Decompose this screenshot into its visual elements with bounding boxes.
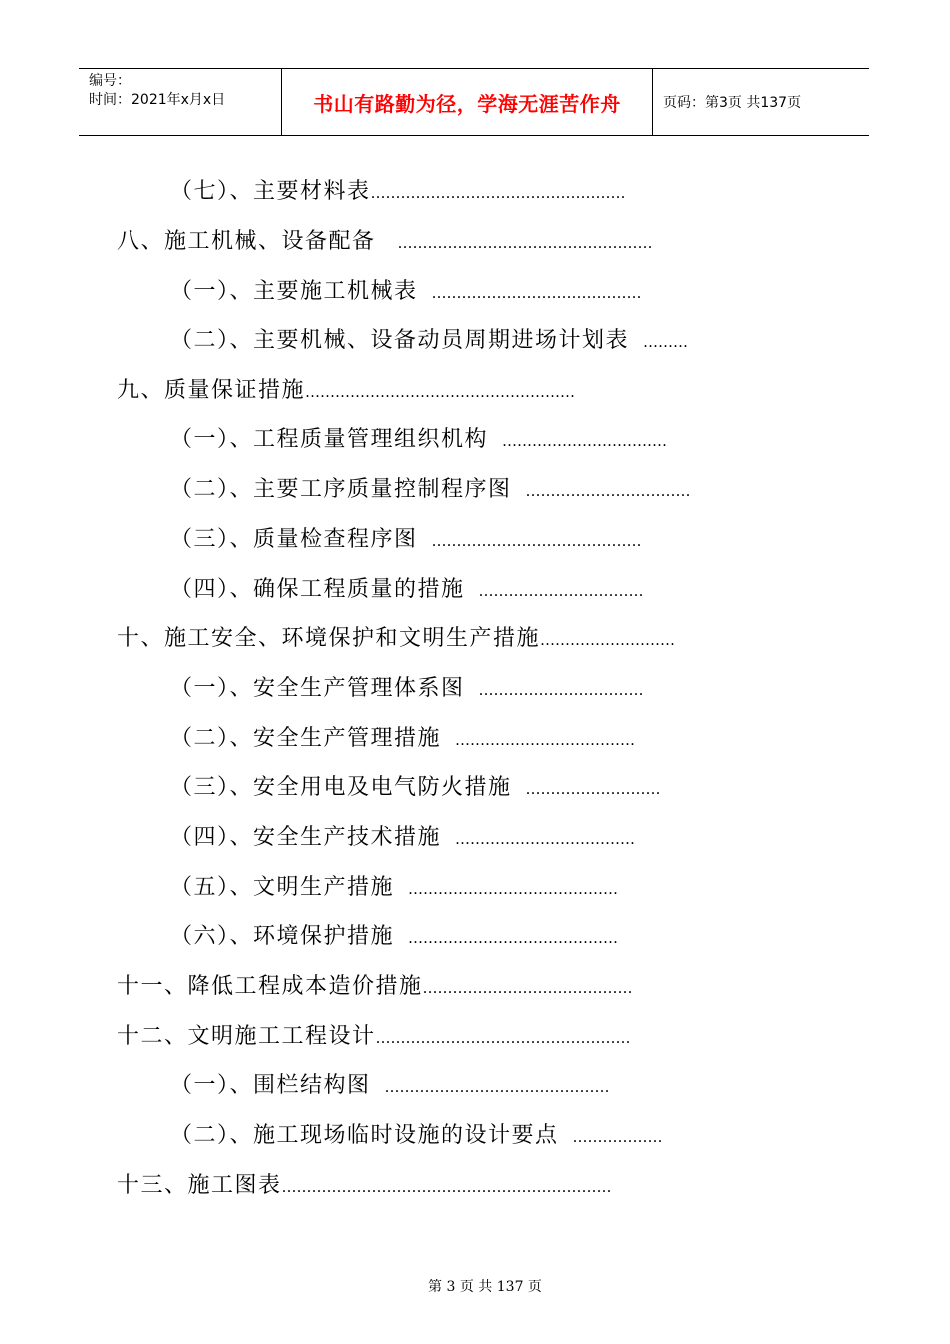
- toc-leader-dots: ……………………………: [502, 432, 668, 450]
- toc-leader-dots: ……………………………: [478, 582, 644, 600]
- toc-item[interactable]: [117, 624, 675, 654]
- toc-leader-dots: ……………………………: [478, 681, 644, 699]
- toc-item[interactable]: [170, 177, 626, 207]
- toc-item[interactable]: [170, 475, 691, 505]
- toc-leader-dots: ………: [643, 333, 689, 351]
- toc-item-label: （六）、环境保护措施: [170, 924, 395, 949]
- document-number-label: 编号：: [89, 73, 131, 89]
- toc-leader-dots: ……………………………………………: [397, 234, 653, 252]
- toc-item[interactable]: [170, 1121, 663, 1151]
- toc-item-label: 十、施工安全、环境保护和文明生产措施: [117, 626, 541, 651]
- toc-item-label: （一）、安全生产管理体系图: [170, 676, 465, 701]
- toc-item-label: （四）、确保工程质量的措施: [170, 577, 465, 602]
- toc-item[interactable]: [170, 277, 642, 307]
- header-motto: 书山有路勤为径，学海无涯苦作舟: [313, 91, 621, 116]
- toc-item[interactable]: [117, 376, 575, 406]
- toc-leader-dots: ……………………………………………: [375, 1029, 631, 1047]
- toc-item-label: 九、质量保证措施: [117, 378, 306, 403]
- toc-leader-dots: ………………………: [525, 780, 661, 798]
- toc-leader-dots: ………………: [572, 1128, 663, 1146]
- toc-item[interactable]: [170, 773, 661, 803]
- toc-item[interactable]: [170, 873, 618, 903]
- toc-item-label: （一）、围栏结构图: [170, 1073, 371, 1098]
- toc-item-label: （二）、安全生产管理措施: [170, 726, 442, 751]
- toc-item-label: （三）、安全用电及电气防火措施: [170, 775, 512, 800]
- toc-leader-dots: ……………………………………: [431, 532, 642, 550]
- toc-item[interactable]: [117, 227, 653, 257]
- toc-leader-dots: ………………………………: [455, 731, 636, 749]
- document-time-label: 时间：2021年x月x日: [89, 92, 226, 108]
- footer-page-number: 第 3 页 共 137 页: [428, 1279, 542, 1295]
- toc-leader-dots: ……………………………………: [408, 880, 619, 898]
- toc-item[interactable]: [170, 724, 635, 754]
- toc-item[interactable]: [170, 1071, 610, 1101]
- toc-item[interactable]: [117, 972, 633, 1002]
- toc-item-label: （二）、主要机械、设备动员周期进场计划表: [170, 328, 630, 353]
- toc-item-label: （五）、文明生产措施: [170, 875, 395, 900]
- toc-item[interactable]: [170, 525, 642, 555]
- toc-item-label: （七）、主要材料表: [170, 179, 371, 204]
- page-footer: [0, 1278, 950, 1296]
- toc-item-label: （四）、安全生产技术措施: [170, 825, 442, 850]
- toc-leader-dots: ……………………………………………: [370, 184, 626, 202]
- toc-leader-dots: ……………………………………: [431, 284, 642, 302]
- toc-item[interactable]: [170, 575, 644, 605]
- toc-item-label: （一）、主要施工机械表: [170, 279, 418, 304]
- toc-item[interactable]: [170, 922, 618, 952]
- toc-leader-dots: ……………………………: [525, 482, 691, 500]
- toc-leader-dots: ……………………………………: [408, 929, 619, 947]
- toc-item-label: （二）、主要工序质量控制程序图: [170, 477, 512, 502]
- toc-item-label: 十三、施工图表: [117, 1173, 282, 1198]
- toc-item-label: （二）、施工现场临时设施的设计要点: [170, 1123, 559, 1148]
- toc-item-label: 十一、降低工程成本造价措施: [117, 974, 423, 999]
- toc-leader-dots: ………………………………………: [384, 1078, 610, 1096]
- toc-item-label: （一）、工程质量管理组织机构: [170, 427, 489, 452]
- toc-item-label: （三）、质量检查程序图: [170, 527, 418, 552]
- toc-item[interactable]: [117, 1022, 631, 1052]
- toc-item[interactable]: [170, 425, 667, 455]
- toc-item[interactable]: [170, 326, 688, 356]
- toc-leader-dots: ………………………: [540, 631, 676, 649]
- toc-leader-dots: ………………………………: [455, 830, 636, 848]
- toc-item[interactable]: [117, 1171, 612, 1201]
- toc-item[interactable]: [170, 674, 644, 704]
- toc-item-label: 十二、文明施工工程设计: [117, 1024, 376, 1049]
- toc-leader-dots: …………………………………………………………: [281, 1178, 612, 1196]
- toc-item-label: 八、施工机械、设备配备: [117, 229, 376, 254]
- toc-leader-dots: ………………………………………………: [305, 383, 576, 401]
- header-page-info: 页码：第3页 共137页: [663, 95, 802, 111]
- toc-leader-dots: ……………………………………: [422, 979, 633, 997]
- toc-item[interactable]: [170, 823, 635, 853]
